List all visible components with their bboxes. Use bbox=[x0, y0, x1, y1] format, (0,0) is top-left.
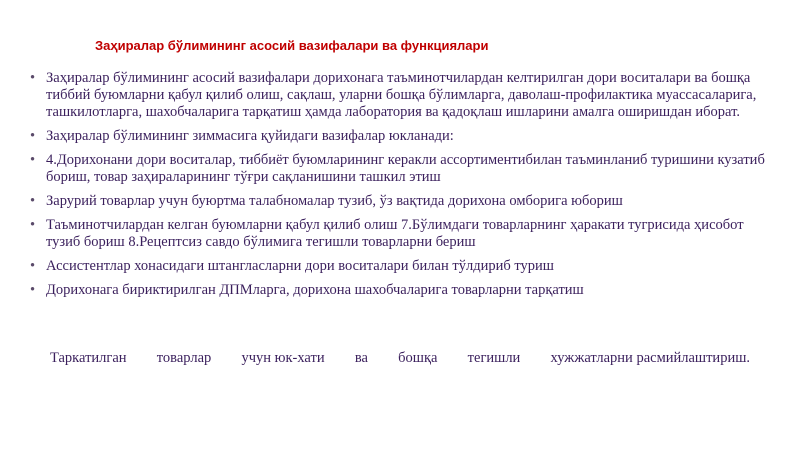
bullet-dot-icon: • bbox=[30, 193, 36, 209]
bullet-text: Зарурий товарлар учун буюртма талабномалар тузиб, ўз вақтида дорихона омборига юбориш bbox=[46, 193, 623, 209]
bullet-dot-icon: • bbox=[30, 70, 36, 86]
bullet-text: 4.Дорихонани дори воситалар, тиббиёт буюмларининг керакли ассортиментибилан таъминланиб туришини кузатиб бориш, товар заҳираларининг тўғри сақланишини ташкил этиш bbox=[46, 152, 765, 185]
bullet-dot-icon: • bbox=[30, 128, 36, 144]
bullet-item bbox=[30, 193, 770, 210]
bullet-text: Заҳиралар бўлимининг зиммасига қуйидаги вазифалар юкланади: bbox=[46, 128, 454, 144]
bullet-item bbox=[30, 70, 770, 121]
bullet-text: Ассистентлар хонасидаги штангласларни дори воситалари билан тўлдириб туриш bbox=[46, 258, 554, 274]
footer-word: хужжатларни расмийлаштириш. bbox=[550, 350, 750, 366]
bullet-item bbox=[30, 217, 770, 251]
footer-word: товарлар bbox=[156, 350, 212, 366]
bullet-dot-icon: • bbox=[30, 282, 36, 298]
footer-word: тегишли bbox=[467, 350, 521, 366]
slide-title: Заҳиралар бўлимининг асосий вазифалари ва функциялари bbox=[95, 38, 489, 53]
bullet-dot-icon: • bbox=[30, 152, 36, 168]
footer-word: учун юк-хати bbox=[241, 350, 325, 366]
footer-word: ва bbox=[354, 350, 368, 366]
bullet-item bbox=[30, 128, 770, 145]
bullet-item bbox=[30, 152, 770, 186]
bullet-item bbox=[30, 282, 770, 299]
bullet-text: Дорихонага бириктирилган ДПМларга, дорихона шахобчаларига товарларни тарқатиш bbox=[46, 282, 584, 298]
bullet-item bbox=[30, 258, 770, 275]
footer-word: бошқа bbox=[398, 350, 438, 366]
bullet-text: Таъминотчилардан келган буюмларни қабул қилиб олиш 7.Бўлимдаги товарларнинг ҳаракати тугрисида ҳисобот тузиб бориш 8.Рецептсиз савдо бўлимига тегишли товарларни бериш bbox=[46, 217, 744, 250]
bullet-list bbox=[30, 70, 770, 306]
bullet-dot-icon: • bbox=[30, 258, 36, 274]
bullet-text: Заҳиралар бўлимининг асосий вазифалари дорихонага таъминотчилардан келтирилган дори воситалари ва бошқа тиббий буюмларни қабул қилиб олиш, сақлаш, уларни бошқа бўлимларга, даволаш-профилактика муассасаларига, ташкилотларга, шахобчаларига тарқатиш ҳамда лаборатория ва қадоқлаш ишларини амалга оширишдан иборат. bbox=[46, 70, 757, 120]
footer-word: Таркатилган bbox=[50, 350, 127, 366]
footer-text bbox=[50, 350, 750, 367]
bullet-dot-icon: • bbox=[30, 217, 36, 233]
